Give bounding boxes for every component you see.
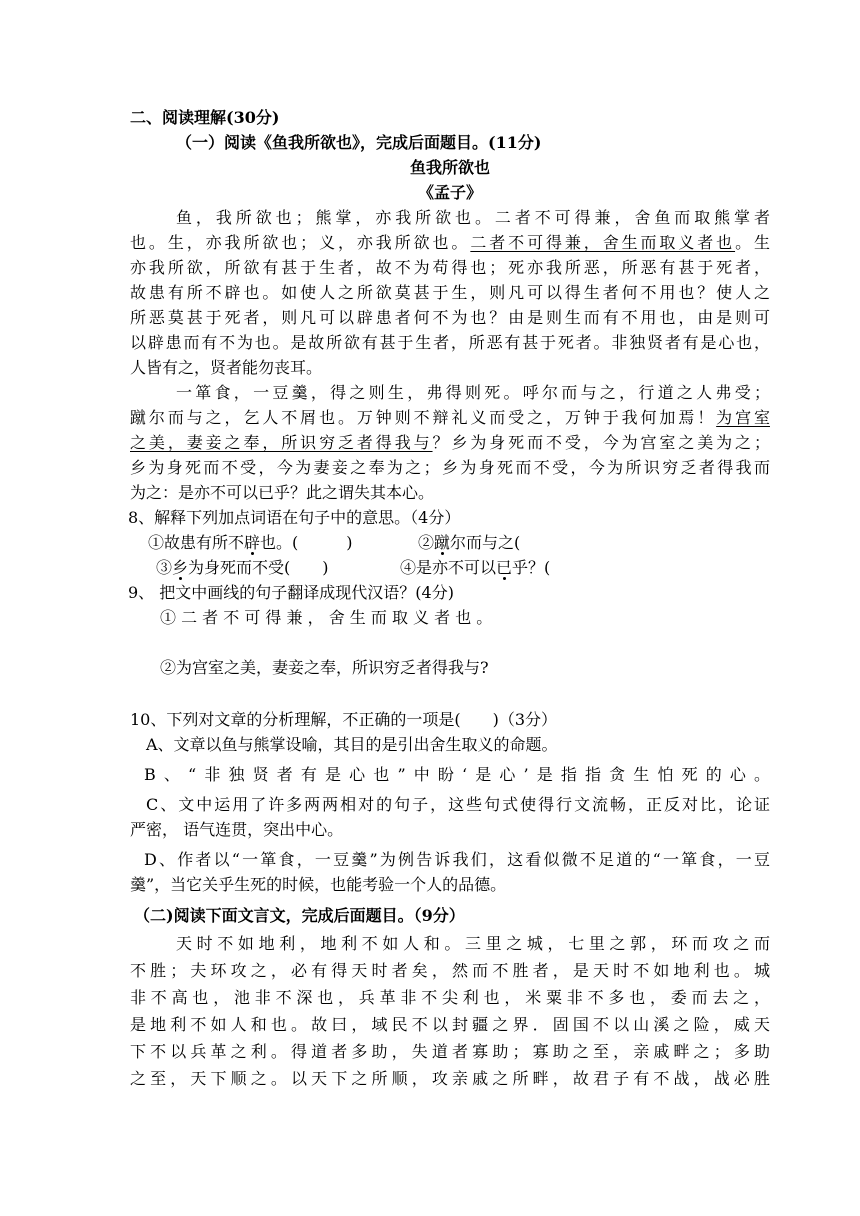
dotted-word: 乡 xyxy=(172,558,189,577)
item-text: 也。( ) xyxy=(260,533,353,552)
question-10-option-d: D、作者以“一箪食，一豆羹”为例告诉我们，这看似微不足道的“一箪食，一豆 xyxy=(144,850,770,869)
passage2-line: 非不高也，池非不深也，兵革非不尖利也，米粟非不多也，委而去之， xyxy=(130,988,770,1007)
passage1-line xyxy=(130,431,770,455)
passage1-line: 亦我所欲，所欲有甚于生者，故不为苟得也；死亦我所恶，所恶有甚于死者， xyxy=(130,258,770,277)
question-9-item-2: ②为宫室之美，妻妾之奉，所识穷乏者得我与? xyxy=(160,658,489,677)
passage1-line: 鱼，我所欲也；熊掌，亦我所欲也。二者不可得兼，舍鱼而取熊掌者 xyxy=(176,208,770,227)
question-9-item-1: ① 二 者 不 可 得 兼 ， 舍 生 而 取 义 者 也 。 xyxy=(160,608,493,627)
dotted-word: 辟 xyxy=(244,533,261,552)
section-title: 二、阅读理解(30分) xyxy=(130,108,280,127)
question-8-stem: 8、解释下列加点词语在句子中的意思。（4分） xyxy=(128,508,461,527)
question-10-option-d-cont: 羹”，当它关乎生死的时候，也能考验一个人的品德。 xyxy=(130,875,507,894)
question-10-stem: 10、下列对文章的分析理解，不正确的一项是( )（3分） xyxy=(130,710,558,729)
passage1-line: 以辟患而有不为也。是故所欲有甚于生者，所恶有甚于死者。非独贤者有是心也， xyxy=(130,333,770,352)
question-10-option-b: B、“非独贤者有是心也”中盼‘是心’是指指贪生怕死的心。 xyxy=(144,765,770,784)
passage1-line: 所恶莫甚于死者，则凡可以辟患者何不为也？由是则生而有不用也，由是则可 xyxy=(130,308,770,327)
underlined-sentence: 为宫室 xyxy=(716,408,770,427)
question-9-stem: 9、 把文中画线的句子翻译成现代汉语？(4分) xyxy=(128,583,454,602)
item-text: ③ xyxy=(156,558,173,577)
passage-text: 也。生，亦我所欲也；义，亦我所欲也。 xyxy=(130,233,471,252)
passage2-line: 天时不如地利，地利不如人和。三里之城，七里之郭，环而攻之而 xyxy=(176,934,770,953)
passage-text: 。生 xyxy=(735,233,770,252)
passage1-line: 人皆有之，贤者能勿丧耳。 xyxy=(130,358,323,377)
question-10-option-c-cont: 严密， 语气连贯，突出中心。 xyxy=(130,820,344,839)
item-text: ④是亦不可以 xyxy=(400,558,497,577)
question-10-option-a: A、文章以鱼与熊掌设喻，其目的是引出舍生取义的命题。 xyxy=(146,735,558,754)
item-text: ①故患有所不 xyxy=(148,533,245,552)
dotted-word: 蹴 xyxy=(434,533,451,552)
part1-heading: （一）阅读《鱼我所欲也》，完成后面题目。(11分) xyxy=(176,133,542,152)
underlined-sentence: 二者不可得兼，舍生而取义者也 xyxy=(470,233,736,252)
dotted-word: 已 xyxy=(496,558,513,577)
passage1-line: 一箪食，一豆羹，得之则生，弗得则死。呼尔而与之，行道之人弗受； xyxy=(176,383,770,402)
passage1-line xyxy=(130,406,770,430)
item-text: ② xyxy=(418,533,435,552)
item-text: 尔而与之( xyxy=(450,533,521,552)
passage2-line: 是地利不如人和也。故曰，域民不以封疆之界．固国不以山溪之险，威天 xyxy=(130,1015,770,1034)
item-text: 乎？( xyxy=(512,558,551,577)
passage2-line: 不胜；夫环攻之，必有得天时者矣，然而不胜者，是天时不如地利也。城 xyxy=(130,961,770,980)
passage-text: 蹴尔而与之，乞人不屑也。万钟则不辩礼义而受之，万钟于我何加焉！ xyxy=(130,408,717,427)
passage1-line: 乡为身死而不受，今为妻妾之奉为之；乡为身死而不受，今为所识穷乏者得我而 xyxy=(130,458,770,477)
passage1-line xyxy=(130,231,770,255)
underlined-sentence: 之美，妻妾之奉，所识穷乏者得我与 xyxy=(130,433,433,452)
passage1-line: 故患有所不辟也。如使人之所欲莫甚于生，则凡可以得生者何不用也？使人之 xyxy=(130,283,770,302)
passage-text: ？乡为身死而不受，今为宫室之美为之； xyxy=(432,433,770,452)
question-10-option-c: C、文中运用了许多两两相对的句子，这些句式使得行文流畅，正反对比，论证 xyxy=(146,795,770,814)
text-author: 《孟子》 xyxy=(417,183,482,202)
passage1-line: 为之：是亦不可以已乎？此之谓失其本心。 xyxy=(130,483,435,502)
part2-heading: （二)阅读下面文言文，完成后面题目。（9分） xyxy=(134,906,465,925)
item-text: 为身死而不受( ) xyxy=(188,558,329,577)
question-8-item-4 xyxy=(400,556,860,580)
passage2-line: 下不以兵革之利。得道者多助，失道者寡助；寡助之至，亲戚畔之；多助 xyxy=(130,1042,770,1061)
question-8-item-2 xyxy=(418,531,860,555)
text-title: 鱼我所欲也 xyxy=(409,158,490,177)
passage2-line: 之至，天下顺之。以天下之所顺，攻亲戚之所畔，故君子有不战，战必胜 xyxy=(130,1069,770,1088)
